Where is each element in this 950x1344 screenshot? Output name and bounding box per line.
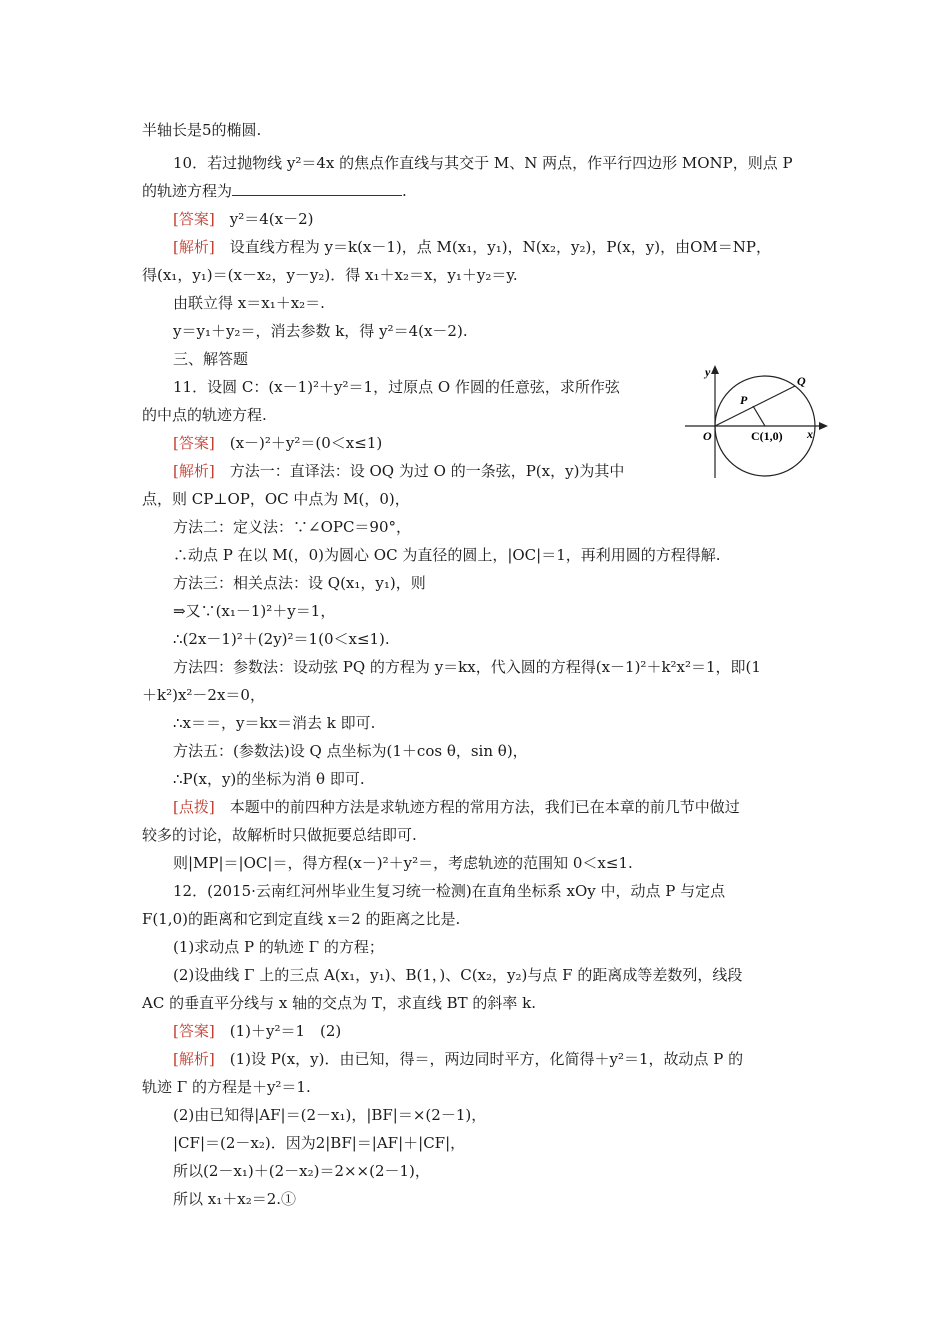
problem-10: 10．若过抛物线 y²＝4x 的焦点作直线与其交于 M、N 两点，作平行四边形 MONP，则点 P bbox=[173, 154, 793, 172]
answer-line: [答案] (x－)²＋y²＝(0＜x≤1) bbox=[173, 434, 383, 452]
label-y: y bbox=[705, 365, 711, 379]
answer-tag: [答案] bbox=[173, 434, 215, 452]
answer-blank bbox=[232, 181, 402, 196]
answer-line: [答案] y²＝4(x－2) bbox=[173, 210, 314, 228]
text-line: ∴动点 P 在以 M(，0)为圆心 OC 为直径的圆上，|OC|＝1，再利用圆的方程得解. bbox=[173, 546, 721, 564]
note-tag: [点拨] bbox=[173, 798, 215, 816]
text-line: 方法二：定义法：∵∠OPC＝90°， bbox=[173, 518, 412, 536]
analysis-line: [解析] 设直线方程为 y＝k(x－1)，点 M(x₁，y₁)，N(x₂，y₂)，P(x，y)，由OM＝NP， bbox=[173, 238, 771, 256]
text-line: ∴P(x，y)的坐标为消 θ 即可. bbox=[173, 770, 365, 788]
text-line: 的轨迹方程为 . bbox=[142, 182, 407, 200]
chord-oq bbox=[715, 386, 795, 426]
text-line: 轨迹 Γ 的方程是＋y²＝1. bbox=[142, 1078, 311, 1096]
problem-12: 12．(2015·云南红河州毕业生复习统一检测)在直角坐标系 xOy 中，动点 P 与定点 bbox=[173, 882, 726, 900]
label-c: C(1,0) bbox=[751, 429, 783, 443]
text-line: 则|MP|＝|OC|＝，得方程(x－)²＋y²＝，考虑轨迹的范围知 0＜x≤1. bbox=[173, 854, 633, 872]
text-line: AC 的垂直平分线与 x 轴的交点为 T，求直线 BT 的斜率 k. bbox=[142, 994, 537, 1012]
analysis-tag: [解析] bbox=[173, 462, 215, 480]
text-line: ∴x＝＝，y＝kx＝消去 k 即可. bbox=[173, 714, 376, 732]
text-line: 由联立得 x＝x₁＋x₂＝. bbox=[173, 294, 325, 312]
analysis-line: [解析] 方法一：直译法：设 OQ 为过 O 的一条弦，P(x，y)为其中 bbox=[173, 462, 625, 480]
segment-cp bbox=[753, 406, 765, 426]
answer-tag: [答案] bbox=[173, 1022, 215, 1040]
text-line: 较多的讨论，故解析时只做扼要总结即可. bbox=[142, 826, 417, 844]
analysis-line: [解析] (1)设 P(x，y)．由已知，得＝，两边同时平方，化简得＋y²＝1，故动点 P 的 bbox=[173, 1050, 744, 1068]
answer-line: [答案] (1)＋y²＝1 (2) bbox=[173, 1022, 342, 1040]
text-line: y＝y₁＋y₂＝，消去参数 k，得 y²＝4(x－2). bbox=[173, 322, 468, 340]
x-axis-arrow bbox=[819, 422, 828, 430]
text-line: 方法四：参数法：设动弦 PQ 的方程为 y＝kx，代入圆的方程得(x－1)²＋k²x²＝1，即(1 bbox=[173, 658, 761, 676]
text-line: 所以(2－x₁)＋(2－x₂)＝2××(2－1)， bbox=[173, 1162, 430, 1180]
answer-tag: [答案] bbox=[173, 210, 215, 228]
problem-11: 11．设圆 C：(x－1)²＋y²＝1，过原点 O 作圆的任意弦，求所作弦 bbox=[173, 378, 620, 396]
y-axis-arrow bbox=[711, 365, 719, 374]
text-line: 的中点的轨迹方程. bbox=[142, 406, 267, 424]
label-q: Q bbox=[797, 374, 806, 388]
analysis-tag: [解析] bbox=[173, 1050, 215, 1068]
text-line: ＋k²)x²－2x＝0， bbox=[142, 686, 265, 704]
text-line: ∴(2x－1)²＋(2y)²＝1(0＜x≤1). bbox=[173, 630, 390, 648]
text-line: (1)求动点 P 的轨迹 Γ 的方程； bbox=[173, 938, 384, 956]
text-line: 方法三：相关点法：设 Q(x₁，y₁)，则 bbox=[173, 574, 426, 592]
section-heading: 三、解答题 bbox=[173, 350, 249, 368]
text-line: (2)由已知得|AF|＝(2－x₁)，|BF|＝×(2－1)， bbox=[173, 1106, 487, 1124]
text-line: 半轴长是5的椭圆. bbox=[142, 121, 262, 139]
text-line: ⇒又∵(x₁－1)²＋y＝1， bbox=[173, 602, 336, 620]
text-line: 所以 x₁＋x₂＝2.① bbox=[173, 1190, 297, 1208]
text-line: 方法五：(参数法)设 Q 点坐标为(1＋cos θ，sin θ)， bbox=[173, 742, 528, 760]
label-o: O bbox=[703, 429, 712, 443]
text-line: |CF|＝(2－x₂)．因为2|BF|＝|AF|＋|CF|， bbox=[173, 1134, 466, 1152]
text-line: 得(x₁，y₁)＝(x－x₂，y－y₂)．得 x₁＋x₂＝x，y₁＋y₂＝y. bbox=[142, 266, 518, 284]
note-line: [点拨] 本题中的前四种方法是求轨迹方程的常用方法，我们已在本章的前几节中做过 bbox=[173, 798, 740, 816]
circle-figure bbox=[683, 360, 833, 485]
label-x: x bbox=[807, 427, 813, 441]
text-line: (2)设曲线 Γ 上的三点 A(x₁，y₁)、B(1，)、C(x₂，y₂)与点 F 的距离成等差数列，线段 bbox=[173, 966, 743, 984]
label-p: P bbox=[740, 393, 748, 407]
text-line: F(1,0)的距离和它到定直线 x＝2 的距离之比是. bbox=[142, 910, 461, 928]
analysis-tag: [解析] bbox=[173, 238, 215, 256]
text-line: 点，则 CP⊥OP，OC 中点为 M(，0)， bbox=[142, 490, 410, 508]
